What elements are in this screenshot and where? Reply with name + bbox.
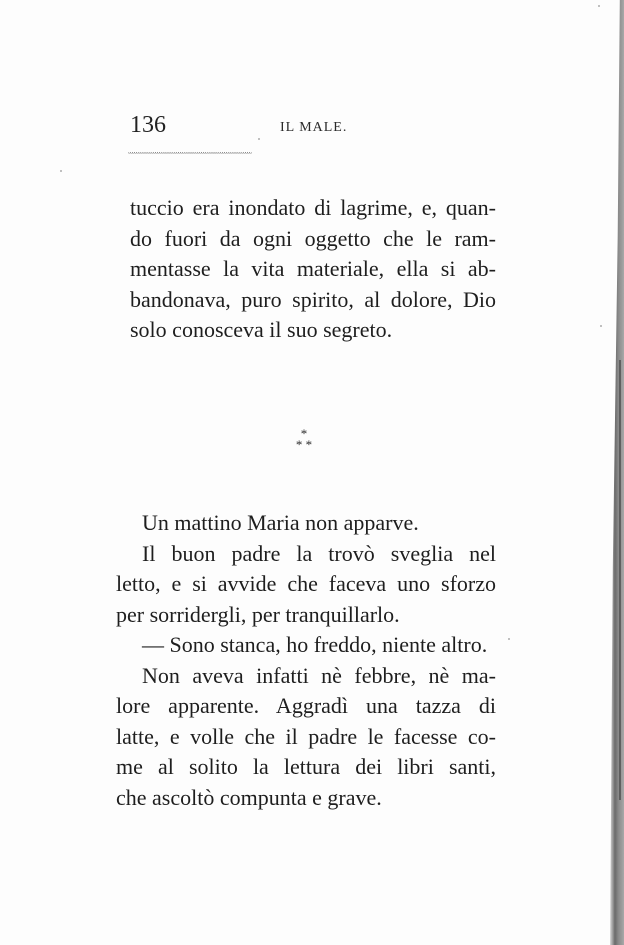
asterism-bottom: * * <box>295 437 313 452</box>
text-line: Un mattino Maria non apparve. <box>142 510 419 535</box>
book-binding-edge <box>610 0 624 945</box>
text-line: bandonava, puro spirito, al dolore, Dio <box>130 286 496 312</box>
text-line: Il buon padre la trovò sveglia nel <box>142 540 496 566</box>
text-line: — Sono stanca, ho freddo, niente altro. <box>142 632 488 657</box>
text-line: che ascoltò compunta e grave. <box>116 784 382 810</box>
page-header <box>130 112 496 142</box>
ornamental-rule: ᵕᵕᵕᵕᵕᵕᵕᵕᵕᵕᵕᵕᵕᵕᵕᵕᵕᵕᵕᵕᵕᵕᵕᵕᵕᵕᵕᵕᵕᵕᵕᵕᵕᵕᵕᵕᵕᵕᵕᵕᵕᵕᵕᵕᵕᵕᵕᵕᵕᵕᵕᵕᵕᵕᵕᵕᵕᵕᵕ <box>128 148 252 158</box>
paper-speck <box>600 325 602 327</box>
paragraph-continuation <box>130 193 496 346</box>
paper-speck <box>258 138 260 140</box>
text-line: lore apparente. Aggradì una tazza di <box>116 693 496 718</box>
text-line: Non aveva infatti nè febbre, nè ma- <box>142 662 496 688</box>
page-number: 136 <box>130 112 166 138</box>
section-break-asterism <box>284 428 324 450</box>
text-line: latte, e volle che il padre le facesse co- <box>116 723 496 749</box>
binding-shadow-line <box>619 360 621 800</box>
text-line: mentasse la vita materiale, ella si ab- <box>130 256 496 281</box>
asterism-top: * <box>300 426 308 441</box>
text-line: solo conosceva il suo segreto. <box>130 317 393 342</box>
running-title: IL MALE. <box>280 120 348 135</box>
text-line: tuccio era inondato di lagrime, e, quan- <box>130 195 496 220</box>
text-line: letto, e si avvide che faceva uno sforzo <box>116 571 496 596</box>
text-line: per sorridergli, per tranquillarlo. <box>116 601 400 627</box>
section-text <box>116 508 496 813</box>
paper-speck <box>60 170 62 172</box>
text-line: do fuori da ogni oggetto che le ram- <box>130 225 496 251</box>
paper-speck <box>508 638 510 640</box>
text-line: me al solito la lettura dei libri santi, <box>116 754 496 779</box>
paper-speck <box>598 5 600 7</box>
